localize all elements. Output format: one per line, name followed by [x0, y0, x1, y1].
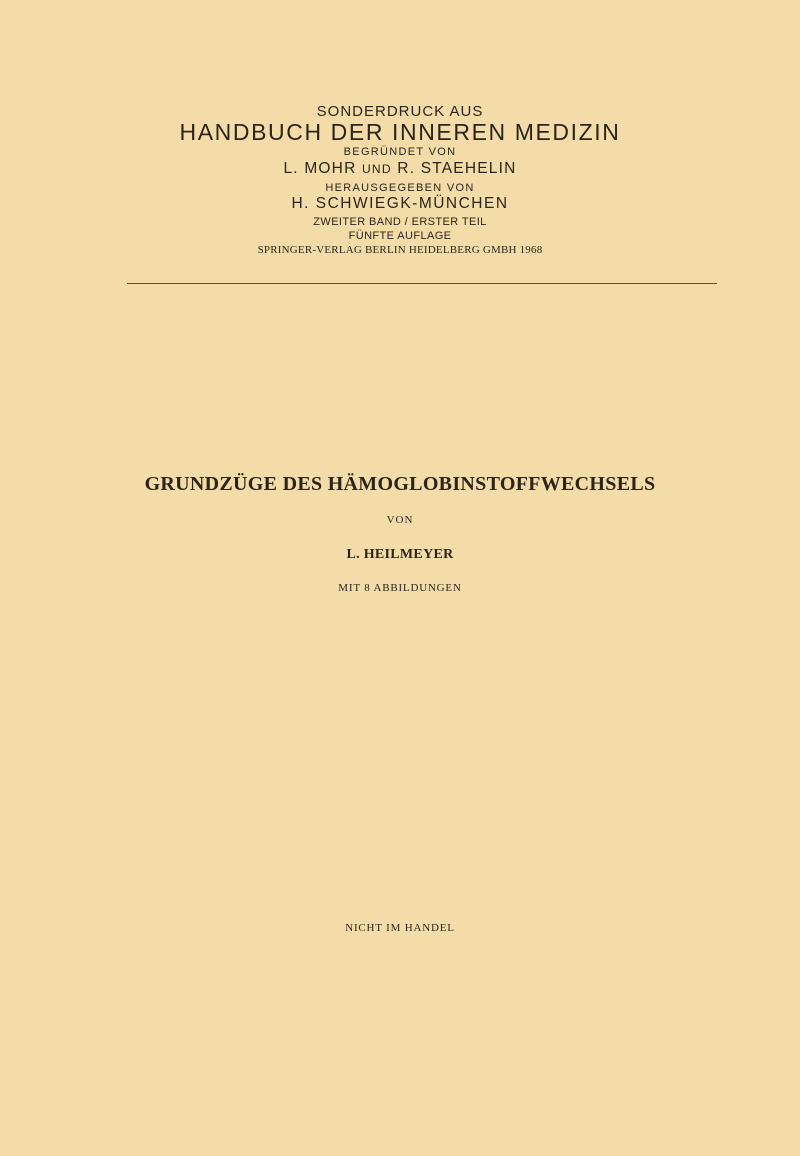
author-name: L. HEILMEYER: [346, 547, 454, 562]
volume-label: ZWEITER BAND / ERSTER TEIL: [313, 216, 487, 228]
publisher-line: SPRINGER-VERLAG BERLIN HEIDELBERG GMBH 1968: [257, 244, 543, 256]
edited-by-label: HERAUSGEGEBEN VON: [325, 182, 475, 194]
not-for-sale-note: NICHT IM HANDEL: [345, 922, 455, 934]
founded-by-label: BEGRÜNDET VON: [343, 146, 457, 158]
divider-rule: [127, 283, 717, 284]
founder-2: R. STAEHELIN: [397, 160, 517, 177]
by-label: VON: [386, 514, 414, 526]
handbook-title: HANDBUCH DER INNEREN MEDIZIN: [179, 119, 621, 145]
edition-label: FÜNFTE AUFLAGE: [348, 230, 452, 242]
illustrations-note: MIT 8 ABBILDUNGEN: [338, 582, 462, 594]
offprint-label: SONDERDRUCK AUS: [316, 103, 484, 120]
chapter-title: GRUNDZÜGE DES HÄMOGLOBINSTOFFWECHSELS: [144, 473, 656, 495]
and-word: UND: [362, 162, 392, 176]
editor-name: H. SCHWIEGK-MÜNCHEN: [291, 195, 509, 212]
founders-line: [0, 161, 800, 177]
founder-1: L. MOHR: [283, 160, 357, 177]
